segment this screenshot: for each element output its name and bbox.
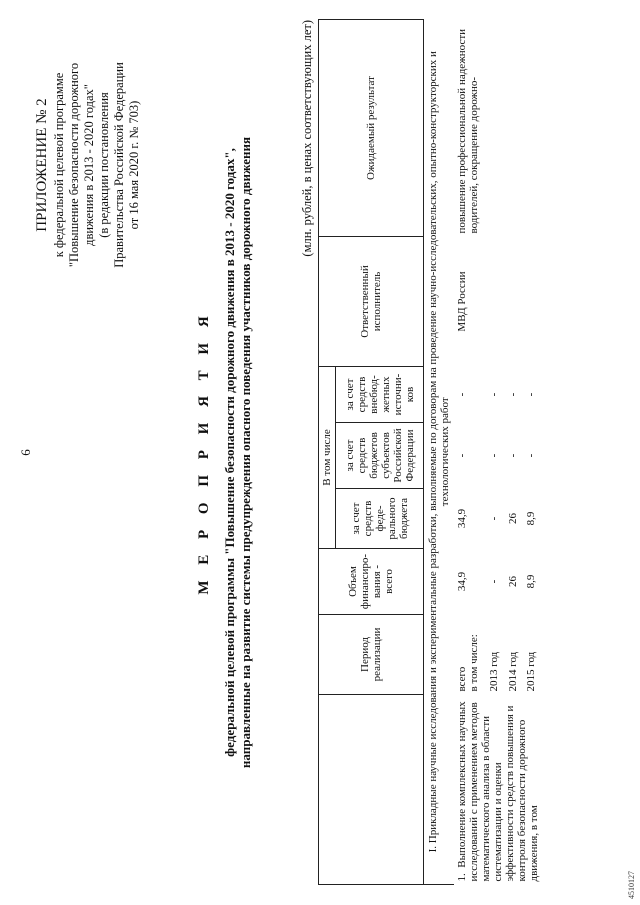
federal-cell: 34,9: [456, 508, 468, 529]
federal-cell: -: [488, 516, 501, 521]
regional-cell: -: [456, 453, 468, 458]
annex-line: от 16 мая 2020 г. № 703): [127, 100, 141, 230]
subtitle-line: федеральной целевой программы "Повышение безопасности дорожного движения в 2013 - 2020 годах",: [222, 148, 237, 757]
volume-cell: 8,9: [525, 574, 538, 589]
header-including: В том числе: [319, 367, 336, 549]
footer-code: 4510127: [627, 871, 636, 899]
annex-line: к федеральной целевой программе: [52, 72, 66, 258]
annex-block: [32, 15, 142, 315]
section-row: [424, 20, 455, 885]
volume-cell: -: [488, 579, 501, 584]
table-row: [454, 20, 486, 885]
measures-table: [318, 19, 542, 885]
regional-cell: -: [488, 453, 501, 458]
volume-cell: 26: [506, 576, 519, 587]
regional-cell: -: [506, 453, 519, 458]
period-cell: [454, 615, 486, 695]
period-cell: 2014 год: [506, 651, 519, 692]
annex-heading: ПРИЛОЖЕНИЕ № 2: [34, 98, 50, 232]
item-cell: [454, 695, 542, 885]
header-regional: за счет средств бюджетов субъектов Российской Федерации: [336, 423, 424, 489]
other-cell: -: [456, 392, 468, 397]
units-note: (млн. рублей, в ценах соответствующих лет): [300, 20, 314, 257]
period-cell: 2015 год: [525, 651, 538, 692]
table-header-row: [319, 20, 336, 885]
period-total: всего: [456, 666, 468, 692]
header-federal: за счет средств феде-рального бюджета: [336, 489, 424, 549]
other-cell: -: [506, 392, 519, 397]
result-cell: повышение профессиональной надежности водителей, сокращение дорожно-: [456, 28, 480, 234]
header-executor: Ответственный исполнитель: [319, 237, 424, 367]
annex-line: Правительства Российской Федерации: [112, 62, 126, 268]
other-cell: -: [525, 392, 538, 397]
period-including: в том числе:: [468, 634, 480, 692]
header-other: за счет средств внебюд-жетных источни-ков: [336, 367, 424, 423]
section-title: I. Прикладные научные исследования и экспериментальные разработки, выполняемые по договорам на проведение научно-исследовательских, опытно-конструкторских и технологических работ: [424, 20, 455, 885]
page-number: 6: [18, 449, 33, 456]
header-period: Период реализации: [319, 615, 424, 695]
volume-cell: 34,9: [456, 571, 468, 592]
federal-cell: 8,9: [525, 511, 538, 526]
item-number: 1.: [456, 873, 468, 882]
document-title: М Е Р О П Р И Я Т И Я: [196, 310, 212, 595]
item-name: Выполнение комплексных научных исследований с применением методов математического анализа в области систематизации и оценки эффективности средств повышения и контроля безопасности дорожного движения, в том: [456, 701, 540, 882]
annex-line: движения в 2013 - 2020 годах": [82, 84, 96, 246]
header-volume: Объем финансиро-вания - всего: [319, 549, 424, 615]
annex-line: (в редакции постановления: [97, 92, 111, 238]
other-cell: -: [488, 392, 501, 397]
header-name: [319, 695, 424, 885]
subtitle-line: направленные на развитие системы предупреждения опасного поведения участников дорожного движения: [238, 136, 253, 769]
annex-line: "Повышение безопасности дорожного: [67, 62, 81, 268]
header-result: Ожидаемый результат: [319, 20, 424, 237]
regional-cell: -: [525, 453, 538, 458]
executor-cell: МВД России: [456, 271, 468, 332]
document-subtitle: [222, 0, 254, 905]
period-cell: 2013 год: [488, 651, 501, 692]
federal-cell: 26: [506, 513, 519, 524]
